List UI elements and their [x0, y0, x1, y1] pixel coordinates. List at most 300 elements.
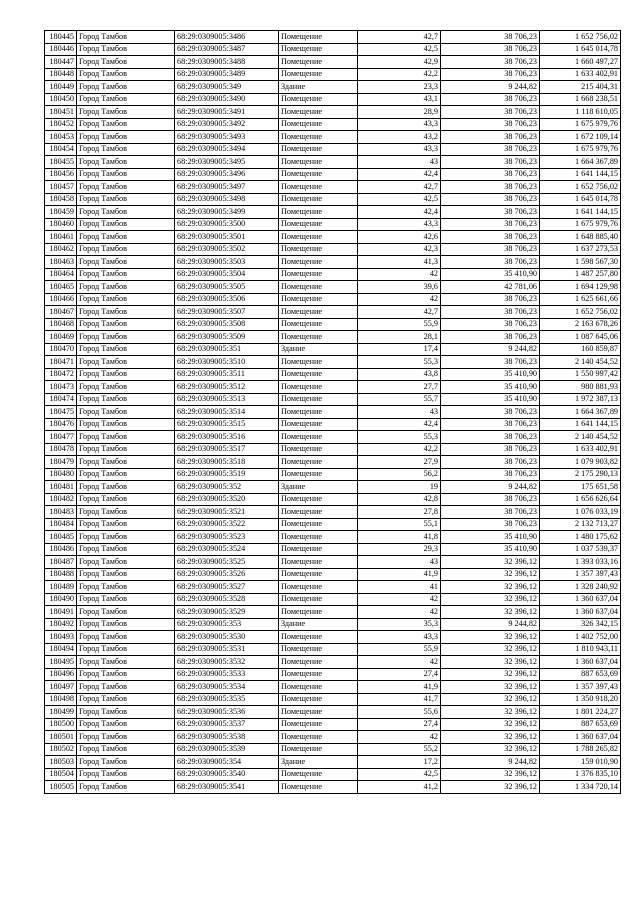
- object-type-cell: Здание: [279, 481, 358, 494]
- row-number-cell: 180497: [45, 681, 77, 694]
- cadastral-number-cell: 68:29:0309005:3532: [175, 656, 279, 669]
- table-row: [45, 43, 621, 56]
- object-type-cell: Помещение: [279, 431, 358, 444]
- cadastral-number-cell: 68:29:0309005:3514: [175, 406, 279, 419]
- cadastral-number-cell: 68:29:0309005:3503: [175, 256, 279, 269]
- city-cell: Город Тамбов: [77, 118, 175, 131]
- table-row: [45, 218, 621, 231]
- row-number-cell: 180480: [45, 468, 77, 481]
- table-row: [45, 156, 621, 169]
- area-cell: 41,8: [358, 531, 441, 544]
- table-row: [45, 781, 621, 794]
- area-cell: 41,9: [358, 568, 441, 581]
- city-cell: Город Тамбов: [77, 631, 175, 644]
- row-number-cell: 180505: [45, 781, 77, 794]
- city-cell: Город Тамбов: [77, 481, 175, 494]
- cadastral-value-cell: 215 404,31: [540, 81, 621, 94]
- object-type-cell: Помещение: [279, 31, 358, 44]
- cadastral-number-cell: 68:29:0309005:3495: [175, 156, 279, 169]
- table-row: [45, 106, 621, 119]
- cadastral-value-cell: 326 342,15: [540, 618, 621, 631]
- cadastral-value-cell: 1 675 979,76: [540, 118, 621, 131]
- unit-value-cell: 32 396,12: [441, 581, 540, 594]
- city-cell: Город Тамбов: [77, 218, 175, 231]
- cadastral-number-cell: 68:29:0309005:3505: [175, 281, 279, 294]
- cadastral-number-cell: 68:29:0309005:3538: [175, 731, 279, 744]
- object-type-cell: Здание: [279, 343, 358, 356]
- area-cell: 42: [358, 268, 441, 281]
- unit-value-cell: 32 396,12: [441, 693, 540, 706]
- row-number-cell: 180445: [45, 31, 77, 44]
- area-cell: 42,4: [358, 168, 441, 181]
- cadastral-number-cell: 68:29:0309005:3516: [175, 431, 279, 444]
- object-type-cell: Помещение: [279, 156, 358, 169]
- city-cell: Город Тамбов: [77, 106, 175, 119]
- row-number-cell: 180486: [45, 543, 77, 556]
- city-cell: Город Тамбов: [77, 668, 175, 681]
- table-row: [45, 431, 621, 444]
- cadastral-value-cell: 2 163 678,26: [540, 318, 621, 331]
- area-cell: 42: [358, 606, 441, 619]
- cadastral-number-cell: 68:29:0309005:3529: [175, 606, 279, 619]
- area-cell: 42,5: [358, 768, 441, 781]
- cadastral-value-cell: 1 633 402,91: [540, 443, 621, 456]
- cadastral-number-cell: 68:29:0309005:353: [175, 618, 279, 631]
- table-row: [45, 581, 621, 594]
- row-number-cell: 180452: [45, 118, 77, 131]
- city-cell: Город Тамбов: [77, 293, 175, 306]
- object-type-cell: Помещение: [279, 318, 358, 331]
- table-row: [45, 456, 621, 469]
- area-cell: 55,9: [358, 643, 441, 656]
- table-row: [45, 743, 621, 756]
- cadastral-value-cell: 1 625 661,66: [540, 293, 621, 306]
- cadastral-value-cell: 1 660 497,27: [540, 56, 621, 69]
- cadastral-number-cell: 68:29:0309005:3510: [175, 356, 279, 369]
- row-number-cell: 180496: [45, 668, 77, 681]
- row-number-cell: 180478: [45, 443, 77, 456]
- city-cell: Город Тамбов: [77, 331, 175, 344]
- cadastral-number-cell: 68:29:0309005:3487: [175, 43, 279, 56]
- city-cell: Город Тамбов: [77, 406, 175, 419]
- object-type-cell: Помещение: [279, 543, 358, 556]
- city-cell: Город Тамбов: [77, 168, 175, 181]
- cadastral-value-cell: 1 675 979,76: [540, 143, 621, 156]
- table-row: [45, 181, 621, 194]
- cadastral-number-cell: 68:29:0309005:3492: [175, 118, 279, 131]
- table-row: [45, 668, 621, 681]
- object-type-cell: Помещение: [279, 718, 358, 731]
- row-number-cell: 180453: [45, 131, 77, 144]
- object-type-cell: Помещение: [279, 681, 358, 694]
- city-cell: Город Тамбов: [77, 456, 175, 469]
- unit-value-cell: 38 706,23: [441, 493, 540, 506]
- object-type-cell: Помещение: [279, 281, 358, 294]
- cadastral-value-cell: 1 641 144,15: [540, 206, 621, 219]
- unit-value-cell: 38 706,23: [441, 106, 540, 119]
- document-page: [44, 30, 620, 794]
- area-cell: 42,5: [358, 43, 441, 56]
- unit-value-cell: 32 396,12: [441, 718, 540, 731]
- object-type-cell: Помещение: [279, 656, 358, 669]
- object-type-cell: Помещение: [279, 306, 358, 319]
- row-number-cell: 180463: [45, 256, 77, 269]
- cadastral-value-cell: 1 376 835,10: [540, 768, 621, 781]
- row-number-cell: 180459: [45, 206, 77, 219]
- table-row: [45, 406, 621, 419]
- row-number-cell: 180461: [45, 231, 77, 244]
- object-type-cell: Помещение: [279, 243, 358, 256]
- unit-value-cell: 38 706,23: [441, 68, 540, 81]
- row-number-cell: 180481: [45, 481, 77, 494]
- table-body: [45, 31, 621, 794]
- table-row: [45, 543, 621, 556]
- object-type-cell: Помещение: [279, 593, 358, 606]
- area-cell: 19: [358, 481, 441, 494]
- table-row: [45, 31, 621, 44]
- row-number-cell: 180471: [45, 356, 77, 369]
- unit-value-cell: 38 706,23: [441, 468, 540, 481]
- object-type-cell: Помещение: [279, 206, 358, 219]
- object-type-cell: Помещение: [279, 68, 358, 81]
- city-cell: Город Тамбов: [77, 718, 175, 731]
- cadastral-number-cell: 68:29:0309005:3533: [175, 668, 279, 681]
- unit-value-cell: 35 410,90: [441, 381, 540, 394]
- city-cell: Город Тамбов: [77, 281, 175, 294]
- unit-value-cell: 32 396,12: [441, 606, 540, 619]
- cadastral-number-cell: 68:29:0309005:3499: [175, 206, 279, 219]
- cadastral-number-cell: 68:29:0309005:3524: [175, 543, 279, 556]
- cadastral-value-cell: 1 550 997,42: [540, 368, 621, 381]
- row-number-cell: 180465: [45, 281, 77, 294]
- cadastral-number-cell: 68:29:0309005:3537: [175, 718, 279, 731]
- unit-value-cell: 9 244,82: [441, 81, 540, 94]
- area-cell: 55,3: [358, 356, 441, 369]
- table-row: [45, 593, 621, 606]
- object-type-cell: Здание: [279, 618, 358, 631]
- object-type-cell: Помещение: [279, 506, 358, 519]
- row-number-cell: 180474: [45, 393, 77, 406]
- object-type-cell: Помещение: [279, 531, 358, 544]
- cadastral-value-cell: 175 651,58: [540, 481, 621, 494]
- cadastral-value-cell: 2 175 290,13: [540, 468, 621, 481]
- table-row: [45, 643, 621, 656]
- object-type-cell: Помещение: [279, 368, 358, 381]
- object-type-cell: Помещение: [279, 43, 358, 56]
- cadastral-number-cell: 68:29:0309005:3522: [175, 518, 279, 531]
- cadastral-value-cell: 1 801 224,27: [540, 706, 621, 719]
- table-row: [45, 368, 621, 381]
- cadastral-value-cell: 887 653,69: [540, 718, 621, 731]
- row-number-cell: 180487: [45, 556, 77, 569]
- object-type-cell: Помещение: [279, 556, 358, 569]
- cadastral-value-cell: 1 672 109,14: [540, 131, 621, 144]
- city-cell: Город Тамбов: [77, 381, 175, 394]
- cadastral-number-cell: 68:29:0309005:351: [175, 343, 279, 356]
- area-cell: 27,4: [358, 718, 441, 731]
- table-row: [45, 681, 621, 694]
- table-row: [45, 293, 621, 306]
- object-type-cell: Помещение: [279, 93, 358, 106]
- row-number-cell: 180475: [45, 406, 77, 419]
- cadastral-value-cell: 1 328 240,92: [540, 581, 621, 594]
- cadastral-value-cell: 1 334 720,14: [540, 781, 621, 794]
- area-cell: 42,2: [358, 68, 441, 81]
- cadastral-number-cell: 68:29:0309005:3519: [175, 468, 279, 481]
- area-cell: 42: [358, 593, 441, 606]
- area-cell: 27,4: [358, 668, 441, 681]
- unit-value-cell: 38 706,23: [441, 318, 540, 331]
- cadastral-value-cell: 1 633 402,91: [540, 68, 621, 81]
- cadastral-value-cell: 1 694 129,98: [540, 281, 621, 294]
- cadastral-number-cell: 68:29:0309005:3526: [175, 568, 279, 581]
- city-cell: Город Тамбов: [77, 418, 175, 431]
- city-cell: Город Тамбов: [77, 243, 175, 256]
- row-number-cell: 180476: [45, 418, 77, 431]
- table-row: [45, 243, 621, 256]
- unit-value-cell: 35 410,90: [441, 268, 540, 281]
- row-number-cell: 180499: [45, 706, 77, 719]
- object-type-cell: Помещение: [279, 643, 358, 656]
- row-number-cell: 180467: [45, 306, 77, 319]
- area-cell: 43: [358, 556, 441, 569]
- cadastral-value-cell: 1 487 257,80: [540, 268, 621, 281]
- cadastral-value-cell: 2 140 454,52: [540, 356, 621, 369]
- cadastral-value-cell: 1 357 397,43: [540, 681, 621, 694]
- city-cell: Город Тамбов: [77, 443, 175, 456]
- table-row: [45, 306, 621, 319]
- row-number-cell: 180490: [45, 593, 77, 606]
- object-type-cell: Помещение: [279, 518, 358, 531]
- row-number-cell: 180491: [45, 606, 77, 619]
- table-row: [45, 693, 621, 706]
- city-cell: Город Тамбов: [77, 131, 175, 144]
- area-cell: 43: [358, 406, 441, 419]
- table-row: [45, 468, 621, 481]
- row-number-cell: 180477: [45, 431, 77, 444]
- area-cell: 43,3: [358, 143, 441, 156]
- unit-value-cell: 38 706,23: [441, 243, 540, 256]
- cadastral-value-cell: 1 357 397,43: [540, 568, 621, 581]
- cadastral-value-cell: 1 648 885,40: [540, 231, 621, 244]
- unit-value-cell: 38 706,23: [441, 356, 540, 369]
- cadastral-number-cell: 68:29:0309005:3520: [175, 493, 279, 506]
- city-cell: Город Тамбов: [77, 318, 175, 331]
- area-cell: 27,7: [358, 381, 441, 394]
- unit-value-cell: 9 244,82: [441, 343, 540, 356]
- row-number-cell: 180501: [45, 731, 77, 744]
- area-cell: 43,2: [358, 131, 441, 144]
- table-row: [45, 93, 621, 106]
- object-type-cell: Помещение: [279, 743, 358, 756]
- table-row: [45, 768, 621, 781]
- table-row: [45, 143, 621, 156]
- unit-value-cell: 38 706,23: [441, 406, 540, 419]
- object-type-cell: Помещение: [279, 268, 358, 281]
- table-row: [45, 268, 621, 281]
- object-type-cell: Помещение: [279, 493, 358, 506]
- cadastral-number-cell: 68:29:0309005:3528: [175, 593, 279, 606]
- table-row: [45, 168, 621, 181]
- city-cell: Город Тамбов: [77, 343, 175, 356]
- row-number-cell: 180470: [45, 343, 77, 356]
- unit-value-cell: 32 396,12: [441, 656, 540, 669]
- row-number-cell: 180446: [45, 43, 77, 56]
- area-cell: 55,6: [358, 706, 441, 719]
- cadastral-value-cell: 1 598 567,30: [540, 256, 621, 269]
- table-row: [45, 256, 621, 269]
- cadastral-number-cell: 68:29:0309005:3515: [175, 418, 279, 431]
- cadastral-number-cell: 68:29:0309005:3502: [175, 243, 279, 256]
- city-cell: Город Тамбов: [77, 531, 175, 544]
- city-cell: Город Тамбов: [77, 493, 175, 506]
- cadastral-number-cell: 68:29:0309005:3517: [175, 443, 279, 456]
- area-cell: 41,2: [358, 781, 441, 794]
- area-cell: 42,3: [358, 243, 441, 256]
- cadastral-number-cell: 68:29:0309005:3521: [175, 506, 279, 519]
- row-number-cell: 180451: [45, 106, 77, 119]
- area-cell: 43,3: [358, 218, 441, 231]
- unit-value-cell: 38 706,23: [441, 418, 540, 431]
- table-row: [45, 518, 621, 531]
- unit-value-cell: 38 706,23: [441, 431, 540, 444]
- area-cell: 42,4: [358, 418, 441, 431]
- row-number-cell: 180464: [45, 268, 77, 281]
- table-row: [45, 443, 621, 456]
- area-cell: 55,1: [358, 518, 441, 531]
- row-number-cell: 180484: [45, 518, 77, 531]
- city-cell: Город Тамбов: [77, 393, 175, 406]
- cadastral-value-cell: 1 972 387,13: [540, 393, 621, 406]
- row-number-cell: 180488: [45, 568, 77, 581]
- table-row: [45, 631, 621, 644]
- object-type-cell: Помещение: [279, 443, 358, 456]
- cadastral-number-cell: 68:29:0309005:3486: [175, 31, 279, 44]
- cadastral-value-cell: 1 079 903,82: [540, 456, 621, 469]
- object-type-cell: Помещение: [279, 468, 358, 481]
- cadastral-value-cell: 1 645 014,78: [540, 43, 621, 56]
- table-row: [45, 231, 621, 244]
- cadastral-value-cell: 1 360 637,04: [540, 656, 621, 669]
- cadastral-number-cell: 68:29:0309005:3493: [175, 131, 279, 144]
- area-cell: 42,4: [358, 206, 441, 219]
- table-row: [45, 706, 621, 719]
- area-cell: 42,9: [358, 56, 441, 69]
- city-cell: Город Тамбов: [77, 431, 175, 444]
- city-cell: Город Тамбов: [77, 568, 175, 581]
- city-cell: Город Тамбов: [77, 356, 175, 369]
- unit-value-cell: 32 396,12: [441, 643, 540, 656]
- row-number-cell: 180492: [45, 618, 77, 631]
- city-cell: Город Тамбов: [77, 468, 175, 481]
- area-cell: 42,2: [358, 443, 441, 456]
- object-type-cell: Помещение: [279, 406, 358, 419]
- table-row: [45, 81, 621, 94]
- object-type-cell: Помещение: [279, 106, 358, 119]
- area-cell: 56,2: [358, 468, 441, 481]
- unit-value-cell: 9 244,82: [441, 756, 540, 769]
- city-cell: Город Тамбов: [77, 581, 175, 594]
- area-cell: 42,5: [358, 193, 441, 206]
- object-type-cell: Помещение: [279, 293, 358, 306]
- city-cell: Город Тамбов: [77, 68, 175, 81]
- city-cell: Город Тамбов: [77, 193, 175, 206]
- area-cell: 23,3: [358, 81, 441, 94]
- city-cell: Город Тамбов: [77, 231, 175, 244]
- table-row: [45, 506, 621, 519]
- table-row: [45, 718, 621, 731]
- table-row: [45, 56, 621, 69]
- area-cell: 42,7: [358, 181, 441, 194]
- cadastral-value-cell: 1 393 033,16: [540, 556, 621, 569]
- cadastral-number-cell: 68:29:0309005:3536: [175, 706, 279, 719]
- city-cell: Город Тамбов: [77, 43, 175, 56]
- area-cell: 55,7: [358, 393, 441, 406]
- city-cell: Город Тамбов: [77, 743, 175, 756]
- city-cell: Город Тамбов: [77, 56, 175, 69]
- unit-value-cell: 32 396,12: [441, 706, 540, 719]
- table-row: [45, 356, 621, 369]
- row-number-cell: 180456: [45, 168, 77, 181]
- object-type-cell: Помещение: [279, 143, 358, 156]
- cadastral-number-cell: 68:29:0309005:3489: [175, 68, 279, 81]
- row-number-cell: 180458: [45, 193, 77, 206]
- cadastral-value-cell: 2 132 713,27: [540, 518, 621, 531]
- cadastral-value-cell: 1 645 014,78: [540, 193, 621, 206]
- city-cell: Город Тамбов: [77, 306, 175, 319]
- cadastral-number-cell: 68:29:0309005:3488: [175, 56, 279, 69]
- row-number-cell: 180489: [45, 581, 77, 594]
- cadastral-number-cell: 68:29:0309005:3535: [175, 693, 279, 706]
- cadastral-value-cell: 1 637 273,53: [540, 243, 621, 256]
- row-number-cell: 180495: [45, 656, 77, 669]
- object-type-cell: Помещение: [279, 231, 358, 244]
- cadastral-number-cell: 68:29:0309005:3534: [175, 681, 279, 694]
- cadastral-value-cell: 1 652 756,02: [540, 306, 621, 319]
- city-cell: Город Тамбов: [77, 693, 175, 706]
- unit-value-cell: 38 706,23: [441, 518, 540, 531]
- unit-value-cell: 38 706,23: [441, 206, 540, 219]
- area-cell: 43,1: [358, 93, 441, 106]
- area-cell: 42: [358, 731, 441, 744]
- table-row: [45, 118, 621, 131]
- cadastral-value-cell: 1 668 238,51: [540, 93, 621, 106]
- object-type-cell: Помещение: [279, 706, 358, 719]
- area-cell: 17,2: [358, 756, 441, 769]
- object-type-cell: Помещение: [279, 381, 358, 394]
- table-row: [45, 206, 621, 219]
- area-cell: 42: [358, 656, 441, 669]
- cadastral-value-cell: 1 360 637,04: [540, 731, 621, 744]
- unit-value-cell: 38 706,23: [441, 256, 540, 269]
- unit-value-cell: 32 396,12: [441, 731, 540, 744]
- area-cell: 42,7: [358, 306, 441, 319]
- table-row: [45, 756, 621, 769]
- object-type-cell: Помещение: [279, 118, 358, 131]
- cadastral-number-cell: 68:29:0309005:3513: [175, 393, 279, 406]
- cadastral-number-cell: 68:29:0309005:3511: [175, 368, 279, 381]
- cadastral-value-table: [44, 30, 621, 794]
- cadastral-value-cell: 159 010,90: [540, 756, 621, 769]
- area-cell: 27,9: [358, 456, 441, 469]
- city-cell: Город Тамбов: [77, 256, 175, 269]
- cadastral-number-cell: 68:29:0309005:3490: [175, 93, 279, 106]
- unit-value-cell: 38 706,23: [441, 218, 540, 231]
- cadastral-number-cell: 68:29:0309005:3506: [175, 293, 279, 306]
- object-type-cell: Помещение: [279, 456, 358, 469]
- area-cell: 42,7: [358, 31, 441, 44]
- city-cell: Город Тамбов: [77, 593, 175, 606]
